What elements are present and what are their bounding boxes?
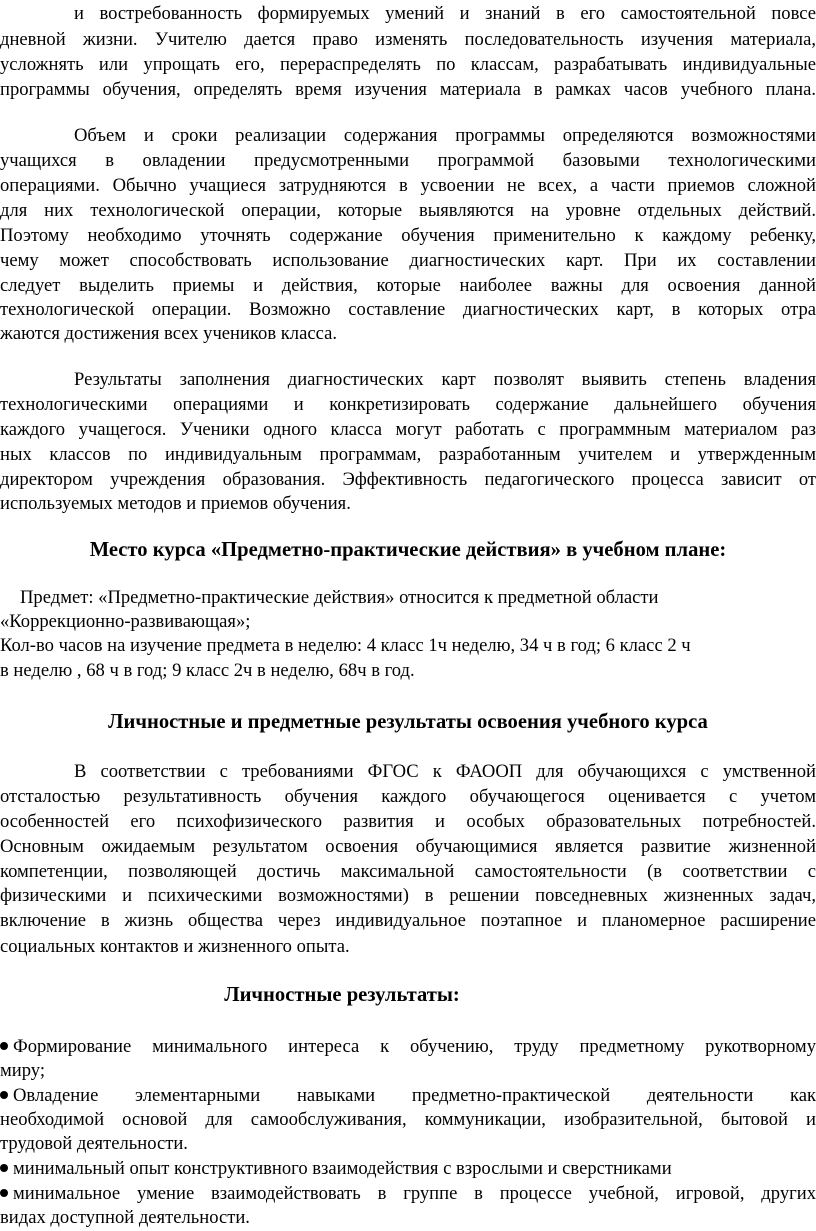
list-item-continuation: миру; (0, 1060, 45, 1081)
list-item-continuation: трудовой деятельности. (0, 1133, 188, 1154)
bullet-icon (0, 1164, 8, 1172)
section-heading: Личностные результаты: (224, 984, 460, 1006)
text-line: используемых методов и приемов обучения. (0, 493, 351, 514)
text-line: Результаты заполнения диагностических карт позволят выявить степень владения (74, 369, 816, 390)
text-line: ных классов по индивидуальным программам, разработанным учителем и утвержденным (0, 444, 816, 465)
text-line: усложнять или упрощать его, перераспределять по классам, разрабатывать индивидуальные (0, 54, 816, 75)
text-line: чему может способствовать использование диагностических карт. При их составлении (0, 250, 816, 271)
list-item: минимальное умение взаимодействовать в группе в процессе учебной, игровой, других (0, 1182, 816, 1206)
text-line: дневной жизни. Учителю дается право изменять последовательность изучения материала, (0, 29, 816, 50)
list-item: Овладение элементарными навыками предметно-практической деятельности как (0, 1084, 816, 1108)
text-line: Объем и сроки реализации содержания программы определяются возможностями (74, 125, 816, 146)
text-line: следует выделить приемы и действия, которые наиболее важны для освоения данной (0, 275, 816, 296)
text-line: учащихся в овладении предусмотренными программой базовыми технологическими (0, 150, 816, 171)
text-line: операциями. Обычно учащиеся затрудняются в усвоении не всех, а части приемов сложной (0, 175, 816, 196)
list-item: Формирование минимального интереса к обучению, труду предметному рукотворному (0, 1035, 816, 1059)
list-item: минимальный опыт конструктивного взаимодействия с взрослыми и сверстниками (0, 1157, 816, 1181)
text-line: каждого учащегося. Ученики одного класса могут работать с программным материалом раз (0, 419, 816, 440)
text-line: программы обучения, определять время изучения материала в рамках часов учебного плана. (0, 79, 816, 100)
text-line: социальных контактов и жизненного опыта. (0, 936, 350, 957)
text-line: технологическими операциями и конкретизировать содержание дальнейшего обучения (0, 394, 816, 415)
text-line: включение в жизнь общества через индивидуальное поэтапное и планомерное расширение (0, 910, 816, 931)
bullet-icon (0, 1042, 8, 1050)
text-line: Поэтому необходимо уточнять содержание обучения применительно к каждому ребенку, (0, 225, 816, 246)
text-line: Кол-во часов на изучение предмета в неделю: 4 класс 1ч неделю, 34 ч в год; 6 класс 2 ч (0, 635, 691, 656)
bullet-icon (0, 1189, 8, 1197)
text-line: Основным ожидаемым результатом освоения обучающимися является развитие жизненной (0, 836, 816, 857)
text-line: технологической операции. Возможно составление диагностических карт, в которых отра (0, 299, 816, 320)
section-heading: Место курса «Предметно-практические действия» в учебном плане: (89, 539, 727, 561)
text-line: в неделю , 68 ч в год; 9 класс 2ч в неделю, 68ч в год. (0, 660, 415, 681)
text-line: «Коррекционно-развивающая»; (0, 611, 251, 632)
text-line: компетенции, позволяющей достичь максимальной самостоятельности (в соответствии с (0, 861, 816, 882)
list-item-continuation: видах доступной деятельности. (0, 1207, 250, 1228)
text-line: особенностей его психофизического развития и особых образовательных потребностей. (0, 811, 816, 832)
text-line: для них технологической операции, которые выявляются на уровне отдельных действий. (0, 200, 816, 221)
text-line: В соответствии с требованиями ФГОС к ФАООП для обучающихся с умственной (74, 761, 816, 782)
section-heading: Личностные и предметные результаты освоения учебного курса (108, 711, 708, 733)
text-line: и востребованность формируемых умений и знаний в его самостоятельной повсе (74, 3, 816, 24)
bullet-icon (0, 1091, 8, 1099)
text-line: директором учреждения образования. Эффективность педагогического процесса зависит от (0, 469, 816, 490)
list-item-continuation: необходимой основой для самообслуживания, коммуникации, изобразительной, бытовой и (0, 1109, 816, 1130)
text-line: отсталостью результативность обучения каждого обучающегося оценивается с учетом (0, 786, 816, 807)
text-line: Предмет: «Предметно-практические действия» относится к предметной области (20, 587, 659, 608)
text-line: физическими и психическими возможностями) в решении повседневных жизненных задач, (0, 885, 816, 906)
text-line: жаются достижения всех учеников класса. (0, 323, 337, 344)
